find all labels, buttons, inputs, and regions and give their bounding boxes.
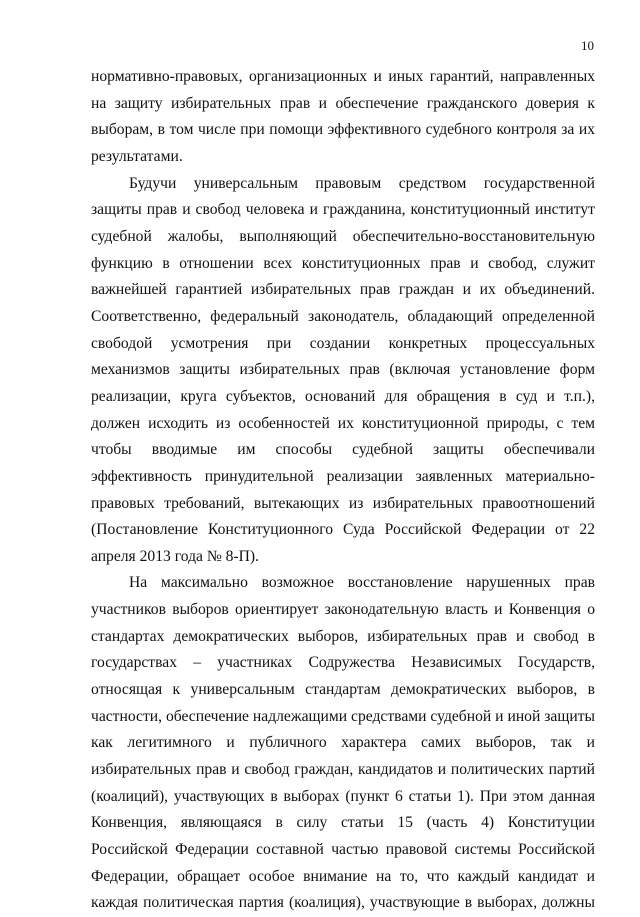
paragraph-3: На максимально возможное восстановление нарушенных прав участников выборов ориентирует законодательную власть и Конвенция о стандартах демократических выборов, избирательных прав и свобод в государствах – участниках Содружества Независимых Государств, относящая к универсальным стандартам демократических выборов, в частности, обеспечение надлежащими средствами судебной и иной защиты как легитимного и публичного характера самих выборов, так и избирательных прав и свобод граждан, кандидатов и политических партий (коалиций), участвующих в выборах (пункт 6 статьи 1). При этом данная Конвенция, являющаяся в силу статьи 15 (часть 4) Конституции Российской Федерации составной частью правовой системы Российской Федерации, обращает особое внимание на то, что каждый кандидат и каждая политическая партия (коалиция), участвующие в выборах, должны [91, 574, 595, 912]
document-body [91, 64, 595, 917]
paragraph-1: нормативно-правовых, организационных и иных гарантий, направленных на защиту избирательных прав и обеспечение гражданского доверия к выборам, в том числе при помощи эффективного судебного контроля за их результатами. [91, 68, 595, 165]
page-number: 10 [581, 38, 594, 53]
paragraph-2: Будучи универсальным правовым средством государственной защиты прав и свобод человека и гражданина, конституционный институт судебной жалобы, выполняющий обеспечительно-восстановительную функцию в отношении всех конституционных прав и свобод, служит важнейшей гарантией избирательных прав граждан и их объединений. Соответственно, федеральный законодатель, обладающий определенной свободой усмотрения при создании конкретных процессуальных механизмов защиты избирательных прав (включая установление форм реализации, круга субъектов, оснований для обращения в суд и т.п.), должен исходить из особенностей их конституционной природы, с тем чтобы вводимые им способы судебной защиты обеспечивали эффективность принудительной реализации заявленных материально-правовых требований, вытекающих из избирательных правоотношений (Постановление Конституционного Суда Российской Федерации от 22 апреля 2013 года № 8-П). [91, 174, 595, 565]
